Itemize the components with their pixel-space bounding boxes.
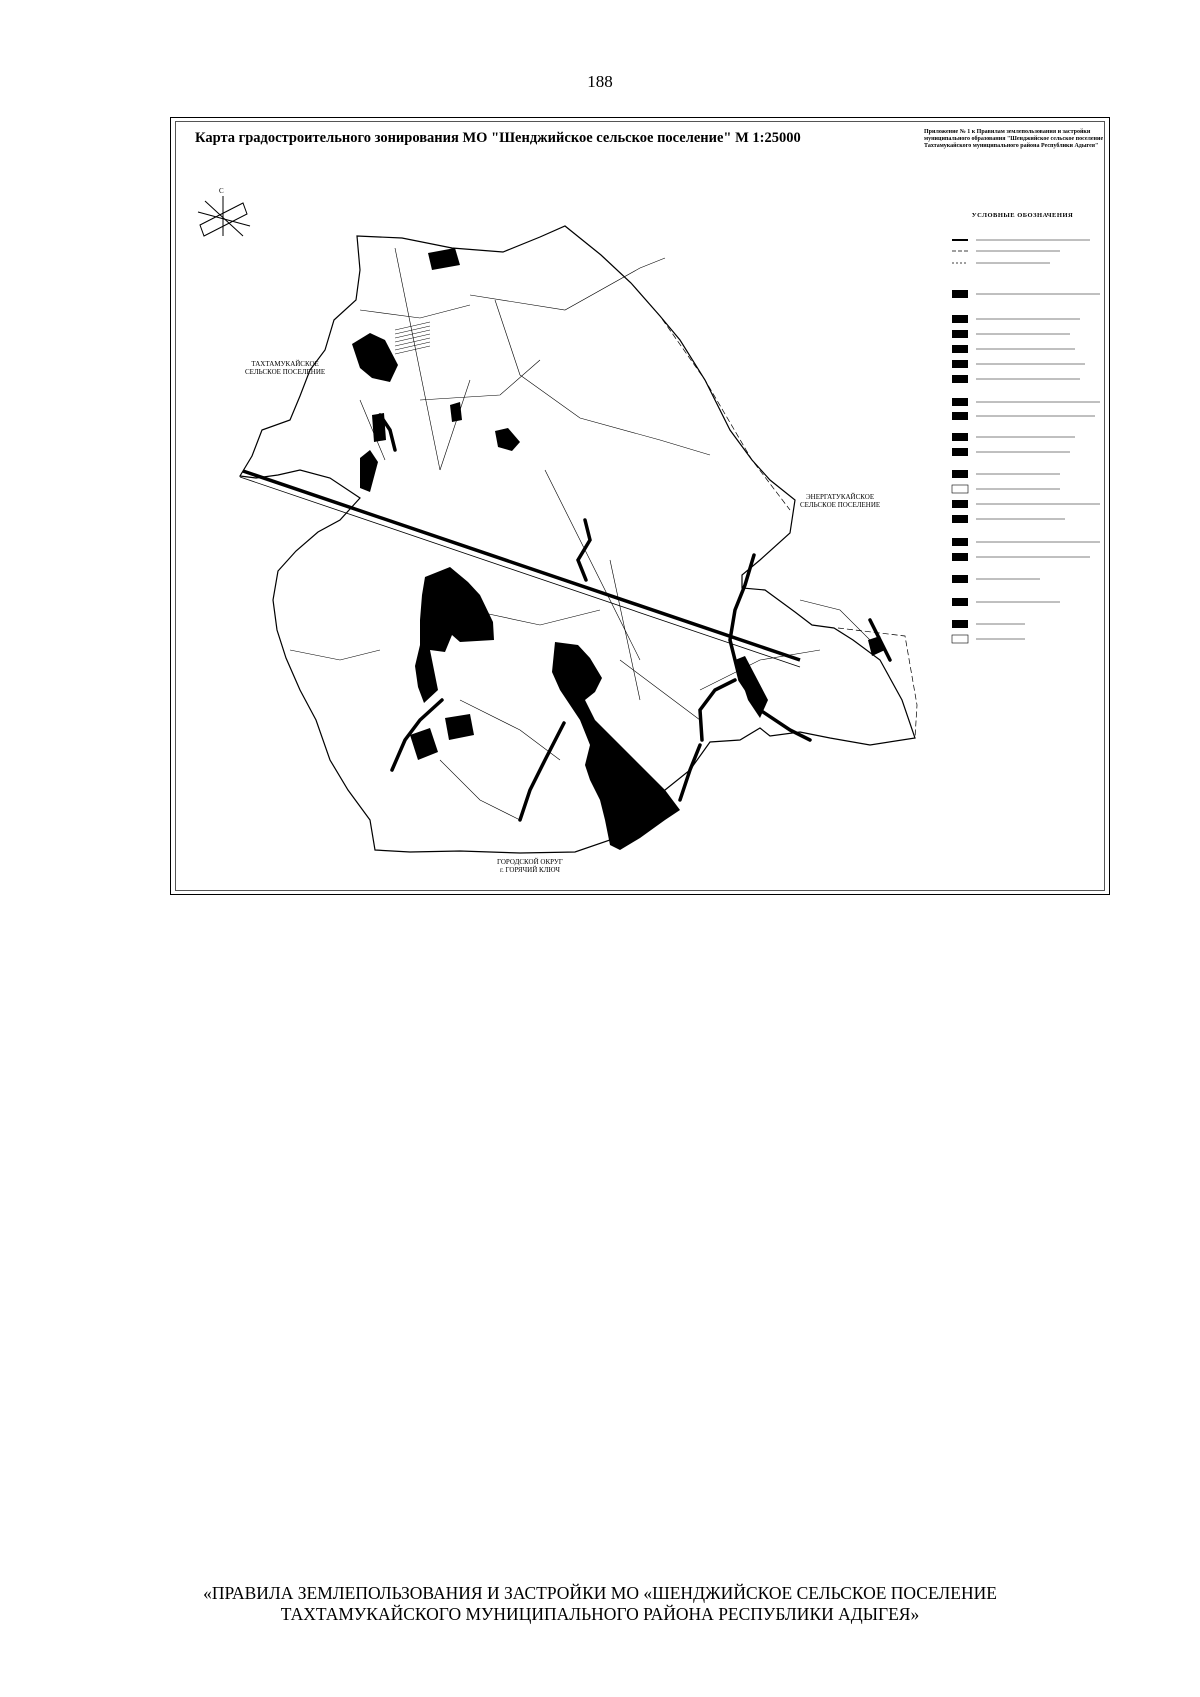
zone-fill-river-east	[735, 656, 768, 718]
map-legend	[940, 212, 1105, 225]
legend-title: УСЛОВНЫЕ ОБОЗНАЧЕНИЯ	[971, 212, 1074, 219]
north-arrow-icon	[198, 187, 250, 236]
zone-fill-plot-2	[372, 413, 386, 442]
zone-fill-plot-1	[450, 402, 462, 422]
legend-swatches	[952, 240, 1100, 643]
highway	[240, 471, 800, 667]
footer-line-1: «ПРАВИЛА ЗЕМЛЕПОЛЬЗОВАНИЯ И ЗАСТРОЙКИ МО «ШЕНДЖИЙСКОЕ СЕЛЬСКОЕ ПОСЕЛЕНИЕ	[203, 1583, 997, 1603]
hatched-area	[395, 322, 430, 354]
zone-fill-southwest	[410, 728, 438, 760]
map-label-east-settlement: ЭНЕРГАТУКАЙСКОЕ СЕЛЬСКОЕ ПОСЕЛЕНИЕ	[800, 493, 881, 509]
zone-fill-north-block	[428, 248, 460, 270]
zone-fill-west-blob	[352, 333, 398, 382]
map-label-west-settlement: ТАХТАМУКАЙСКОЕ СЕЛЬСКОЕ ПОСЕЛЕНИЕ	[245, 360, 326, 376]
page-number: 188	[587, 72, 613, 91]
zone-fill-south-small	[445, 714, 474, 740]
svg-text:С: С	[219, 187, 224, 195]
map-label-south-district: ГОРОДСКОЙ ОКРУГ г. ГОРЯЧИЙ КЛЮЧ	[497, 858, 563, 874]
zone-fill-west-large	[415, 567, 494, 703]
map-title: Карта градостроительного зонирования МО "Шенджийское сельское поселение" М 1:25000	[195, 130, 801, 146]
settlement-boundary	[240, 226, 917, 853]
map-appendix-note: Приложение № 1 к Правилам землепользования и застройки муниципального образования "Шенджийское сельское поселение Тахтамукайского муниципального района Республики Адыгея"	[924, 129, 1104, 149]
zone-fills	[352, 248, 885, 850]
footer-line-2: ТАХТАМУКАЙСКОГО МУНИЦИПАЛЬНОГО РАЙОНА РЕСПУБЛИКИ АДЫГЕЯ»	[280, 1604, 920, 1624]
zone-fill-west-plot	[360, 450, 378, 492]
zone-fill-river-segment	[495, 428, 520, 451]
zone-fill-center-large	[552, 642, 680, 850]
document-footer	[0, 1583, 1200, 1625]
